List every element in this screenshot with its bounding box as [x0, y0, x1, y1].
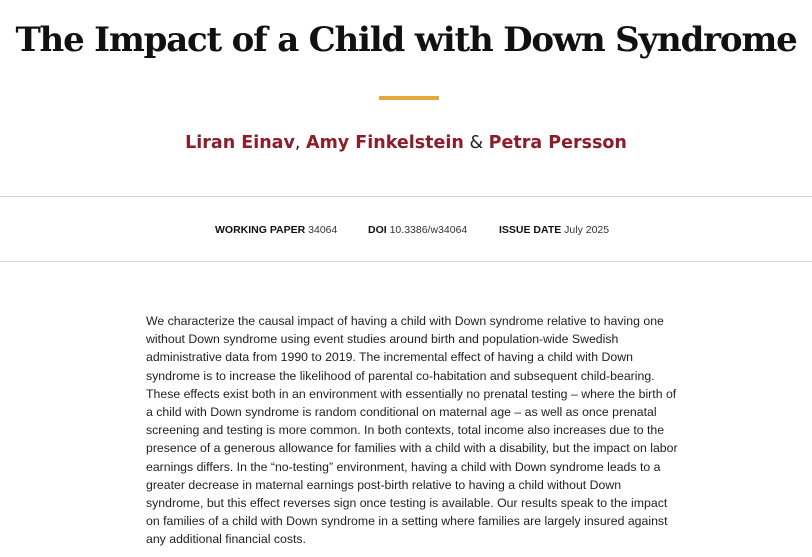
- issue-date-label: ISSUE DATE: [499, 224, 562, 236]
- paper-title: The Impact of a Child with Down Syndrome: [15, 20, 797, 60]
- paper-metadata-bar: [0, 196, 812, 262]
- doi-label: DOI: [368, 224, 387, 236]
- abstract-text: We characterize the causal impact of having a child with Down syndrome relative to having one without Down syndrome using event studies around birth and population-wide Swedish administrative data from 1990 to 2019. The incremental effect of having a child with Down syndrome is to increase the likelihood of parental co-habitation and subsequent child-bearing. These effects exist both in an environment with essentially no prenatal testing – where the birth of a child with Down syndrome is random conditional on maternal age – as well as once prenatal screening and testing is more common. In both contexts, total income also increases due to the presence of a generous allowance for families with a child with a disability, but the impact on labor earnings differs. In the “no-testing” environment, having a child with Down syndrome leads to a greater decrease in maternal earnings post-birth relative to having a child without Down syndrome, but this effect reverses sign once testing is available. Our results speak to the impact on families of a child with Down syndrome in a setting where families are largely insured against any additional financial costs.: [146, 314, 678, 547]
- doi-value: 10.3386/w34064: [389, 224, 468, 236]
- working-paper-info: [215, 224, 337, 237]
- author-separator: ,: [294, 133, 307, 153]
- author-separator: &: [463, 133, 489, 153]
- title-accent-divider: [379, 96, 439, 100]
- working-paper-number: 34064: [308, 224, 338, 236]
- author-link-persson[interactable]: Petra Persson: [488, 133, 627, 153]
- author-list: [0, 132, 812, 154]
- issue-date-info: [499, 224, 609, 237]
- author-link-einav[interactable]: Liran Einav: [185, 133, 295, 153]
- working-paper-label: WORKING PAPER: [215, 224, 306, 236]
- issue-date-value: July 2025: [564, 224, 610, 236]
- doi-info: [368, 224, 467, 237]
- author-link-finkelstein[interactable]: Amy Finkelstein: [306, 133, 464, 153]
